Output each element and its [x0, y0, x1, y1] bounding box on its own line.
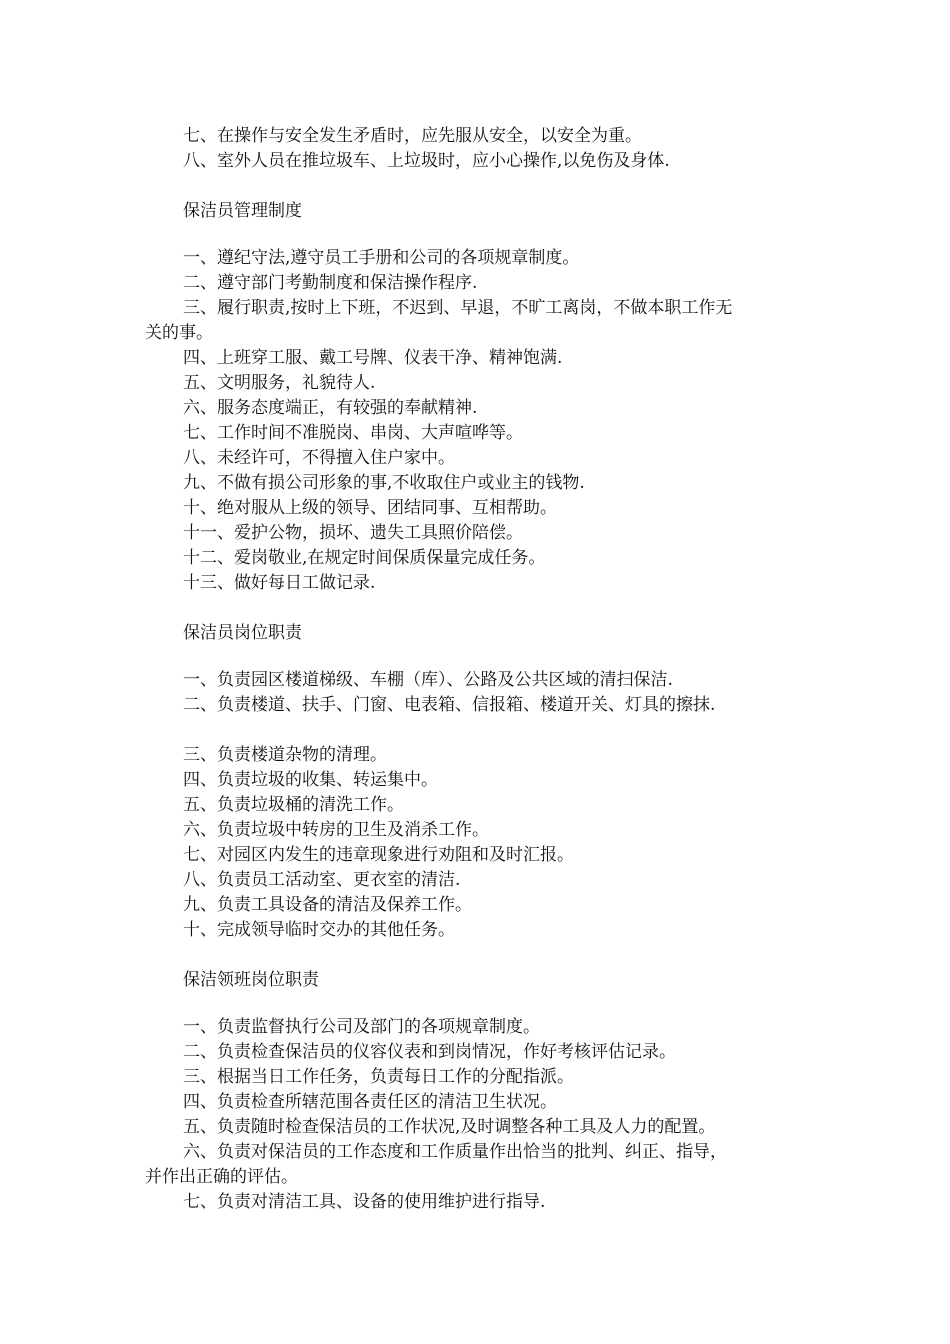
section-title-cleaner-duties: 保洁员岗位职责	[183, 623, 302, 643]
rule-item: 七、在操作与安全发生矛盾时，应先服从安全，以安全为重。	[183, 126, 642, 146]
rule-item: 一、遵纪守法,遵守员工手册和公司的各项规章制度。	[183, 248, 580, 268]
rule-item: 十二、爱岗敬业,在规定时间保质保量完成任务。	[183, 548, 546, 568]
duty-item: 三、负责楼道杂物的清理。	[183, 745, 387, 765]
rule-item: 四、上班穿工服、戴工号牌、仪表干净、精神饱满.	[183, 348, 563, 368]
supervisor-duty-continuation: 并作出正确的评估。	[145, 1167, 298, 1187]
section-title-cleaner-rules: 保洁员管理制度	[183, 201, 302, 221]
rule-item: 七、工作时间不准脱岗、串岗、大声喧哗等。	[183, 423, 523, 443]
rule-item: 十一、爱护公物，损坏、遗失工具照价陪偿。	[183, 523, 523, 543]
rule-item-continuation: 关的事。	[145, 323, 213, 343]
duty-item: 六、负责垃圾中转房的卫生及消杀工作。	[183, 820, 489, 840]
duty-item: 七、对园区内发生的违章现象进行劝阻和及时汇报。	[183, 845, 574, 865]
rule-item: 二、遵守部门考勤制度和保洁操作程序.	[183, 273, 478, 293]
duty-item: 五、负责垃圾桶的清洗工作。	[183, 795, 404, 815]
rule-item: 十三、做好每日工做记录.	[183, 573, 376, 593]
rule-item: 八、未经许可，不得擅入住户家中。	[183, 448, 455, 468]
section-title-supervisor-duties: 保洁领班岗位职责	[183, 970, 319, 990]
supervisor-duty-item: 三、根据当日工作任务，负责每日工作的分配指派。	[183, 1067, 574, 1087]
duty-item: 九、负责工具设备的清洁及保养工作。	[183, 895, 472, 915]
duty-item: 十、完成领导临时交办的其他任务。	[183, 920, 455, 940]
rule-item: 六、服务态度端正，有较强的奉献精神.	[183, 398, 478, 418]
document-page	[145, 124, 805, 1215]
rule-item: 三、履行职责,按时上下班，不迟到、早退，不旷工离岗，不做本职工作无	[183, 298, 733, 318]
rule-item: 五、文明服务，礼貌待人.	[183, 373, 376, 393]
supervisor-duty-item: 七、负责对清洁工具、设备的使用维护进行指导.	[183, 1192, 546, 1212]
supervisor-duty-item: 四、负责检查所辖范围各责任区的清洁卫生状况。	[183, 1092, 557, 1112]
duty-item: 二、负责楼道、扶手、门窗、电表箱、信报箱、楼道开关、灯具的擦抹.	[183, 695, 716, 715]
duty-item: 四、负责垃圾的收集、转运集中。	[183, 770, 438, 790]
supervisor-duty-item: 二、负责检查保洁员的仪容仪表和到岗情况，作好考核评估记录。	[183, 1042, 676, 1062]
rule-item: 九、不做有损公司形象的事,不收取住户或业主的钱物.	[183, 473, 585, 493]
duty-item: 一、负责园区楼道梯级、车棚（库）、公路及公共区域的清扫保洁.	[183, 670, 673, 690]
supervisor-duty-item: 五、负责随时检查保洁员的工作状况,及时调整各种工具及人力的配置。	[183, 1117, 716, 1137]
duty-item: 八、负责员工活动室、更衣室的清洁.	[183, 870, 461, 890]
supervisor-duty-item: 六、负责对保洁员的工作态度和工作质量作出恰当的批判、纠正、指导，	[183, 1142, 727, 1162]
rule-item: 十、绝对服从上级的领导、团结同事、互相帮助。	[183, 498, 557, 518]
rule-item: 八、室外人员在推垃圾车、上垃圾时，应小心操作,以免伤及身体.	[183, 151, 670, 171]
supervisor-duty-item: 一、负责监督执行公司及部门的各项规章制度。	[183, 1017, 540, 1037]
